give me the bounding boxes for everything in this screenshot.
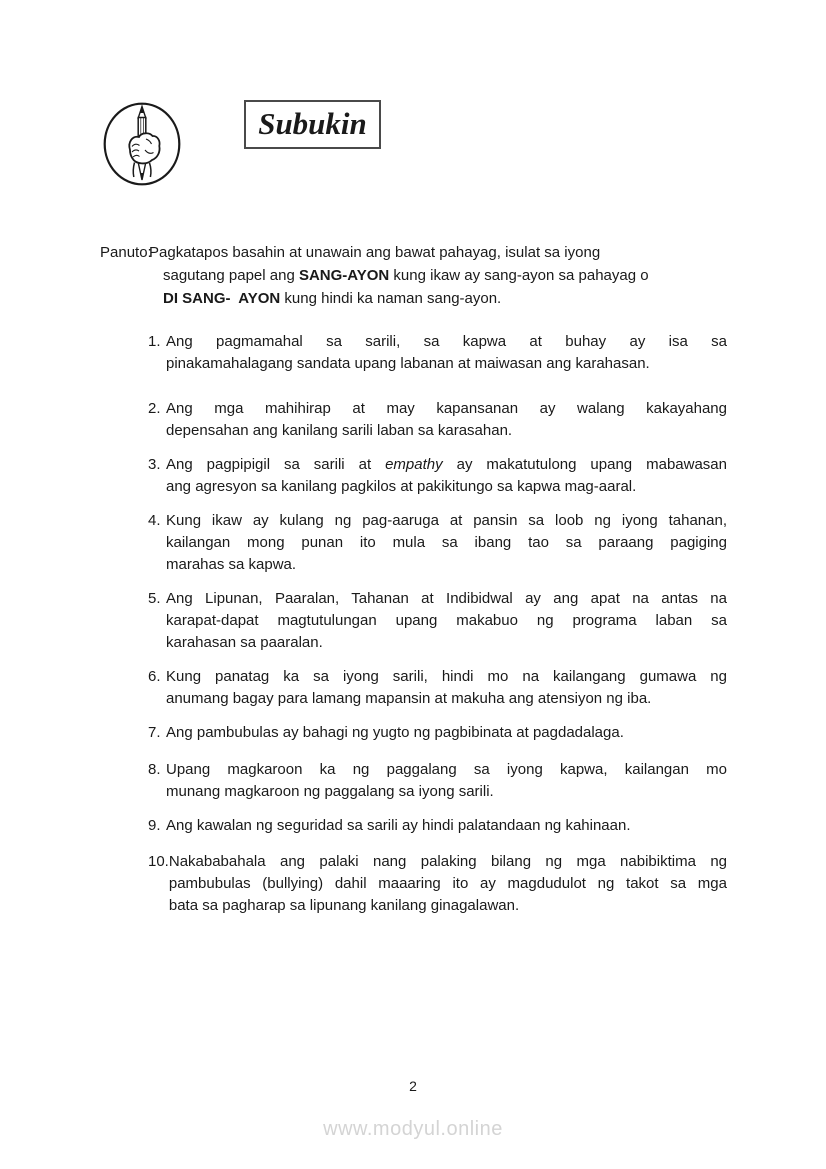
- text-segment: empathy: [385, 456, 443, 473]
- statement-number: 5.: [148, 590, 161, 607]
- statement-item: [148, 759, 727, 803]
- text-segment: SANG-AYON: [298, 267, 390, 284]
- text-segment: ang agresyon sa kanilang pagkilos at pakikitungo sa kapwa mag-aaral.: [166, 478, 637, 495]
- statement-line: [169, 895, 727, 917]
- statement-line: [166, 510, 727, 532]
- text-segment: Ang pagpipigil sa sarili at: [166, 456, 386, 473]
- statement-number: 2.: [148, 400, 161, 417]
- statement-line: [166, 454, 727, 476]
- statement-line: [166, 759, 727, 781]
- statement-number: 9.: [148, 817, 161, 834]
- statement-line: [169, 851, 727, 873]
- statement-text: [166, 722, 727, 744]
- text-segment: kung ikaw ay sang-ayon sa pahayag o: [389, 267, 649, 284]
- statement-line: [166, 688, 727, 710]
- statement-line: [166, 532, 727, 554]
- section-title: Subukin: [258, 105, 367, 141]
- statement-line: [166, 554, 727, 576]
- text-segment: Pagkatapos basahin at unawain ang bawat pahayag, isulat sa iyong: [149, 244, 601, 261]
- text-segment: sagutang papel ang: [163, 267, 299, 284]
- statement-text: [166, 759, 727, 803]
- statement-line: [166, 781, 727, 803]
- text-segment: bata sa pagharap sa lipunang kanilang ginagalawan.: [168, 897, 520, 914]
- text-segment: Upang magkaroon ka ng paggalang sa iyong kapwa, kailangan mo: [166, 761, 727, 778]
- text-segment: kung hindi ka naman sang-ayon.: [280, 290, 502, 307]
- page-number: 2: [409, 1078, 417, 1094]
- text-segment: Kung panatag ka sa iyong sarili, hindi mo na kailangang gumawa ng: [166, 668, 727, 685]
- instruction-block: [100, 241, 740, 310]
- text-segment: kailangan mong punan ito mula sa ibang tao sa paraang pagiging: [166, 534, 727, 551]
- statement-item: [148, 722, 727, 744]
- statement-item: [148, 510, 727, 576]
- statement-item: [148, 588, 727, 654]
- text-segment: pambubulas (bullying) dahil maaaring ito ay magdudulot ng takot sa mga: [168, 875, 727, 892]
- text-segment: Ang kawalan ng seguridad sa sarili ay hindi palatandaan ng kahinaan.: [166, 817, 631, 834]
- statement-text: [166, 588, 727, 654]
- text-segment: Kung ikaw ay kulang ng pag-aaruga at pansin sa loob ng iyong tahanan,: [166, 512, 727, 529]
- statement-number: 7.: [148, 724, 161, 741]
- text-segment: Ang pambubulas ay bahagi ng yugto ng pagbibinata at pagdadalaga.: [166, 724, 624, 741]
- text-segment: Ang Lipunan, Paaralan, Tahanan at Indibidwal ay ang apat na antas na: [166, 590, 727, 607]
- statement-item: [148, 851, 727, 917]
- statement-number: 1.: [148, 333, 161, 350]
- statement-text: [166, 331, 727, 375]
- statement-text: [166, 510, 727, 576]
- statement-line: [166, 588, 727, 610]
- statement-line: [166, 632, 727, 654]
- statement-line: [169, 873, 727, 895]
- text-segment: pinakamahalagang sandata upang labanan at maiwasan ang karahasan.: [166, 355, 650, 372]
- hand-holding-pencil-icon: [103, 102, 181, 186]
- statement-item: [148, 666, 727, 710]
- statement-line: [166, 610, 727, 632]
- statement-text: [166, 454, 727, 498]
- statement-text: [166, 666, 727, 710]
- statement-text: [166, 398, 727, 442]
- instruction-label: Panuto:: [100, 244, 152, 261]
- statement-text: [166, 815, 727, 837]
- text-segment: marahas sa kapwa.: [166, 556, 297, 573]
- text-segment: munang magkaroon ng paggalang sa iyong sarili.: [166, 783, 494, 800]
- statement-line: [166, 353, 727, 375]
- statement-item: [148, 331, 727, 375]
- statement-line: [166, 398, 727, 420]
- text-segment: Ang mga mahihirap at may kapansanan ay walang kakayahang: [166, 400, 727, 417]
- statement-line: [166, 815, 727, 837]
- statement-line: [166, 722, 727, 744]
- statement-line: [166, 331, 727, 353]
- statement-item: [148, 454, 727, 498]
- instruction-text: [149, 241, 740, 310]
- instruction-line: [149, 264, 740, 287]
- statement-line: [166, 476, 727, 498]
- section-title-box: [244, 100, 381, 149]
- statement-text: [169, 851, 727, 917]
- statement-number: 6.: [148, 668, 161, 685]
- statement-item: [148, 815, 727, 837]
- text-segment: Ang pagmamahal sa sarili, sa kapwa at buhay ay isa sa: [166, 333, 727, 350]
- statement-number: 8.: [148, 761, 161, 778]
- statement-list: [148, 331, 727, 929]
- text-segment: anumang bagay para lamang mapansin at makuha ang atensiyon ng iba.: [166, 690, 652, 707]
- statement-item: [148, 398, 727, 442]
- instruction-line: [149, 287, 740, 310]
- statement-number: 4.: [148, 512, 161, 529]
- statement-number: 10.: [148, 853, 169, 870]
- statement-number: 3.: [148, 456, 161, 473]
- watermark-text: www.modyul.online: [323, 1118, 503, 1140]
- text-segment: ay makatutulong upang mabawasan: [442, 456, 727, 473]
- text-segment: depensahan ang kanilang sarili laban sa karasahan.: [166, 422, 513, 439]
- text-segment: Nakababahala ang palaki nang palaking bilang ng mga nabibiktima ng: [168, 853, 727, 870]
- statement-line: [166, 420, 727, 442]
- instruction-line: [149, 241, 740, 264]
- statement-line: [166, 666, 727, 688]
- text-segment: karapat-dapat magtutulungan upang makabuo ng programa laban sa: [166, 612, 727, 629]
- text-segment: DI SANG- AYON: [163, 290, 281, 307]
- text-segment: karahasan sa paaralan.: [166, 634, 323, 651]
